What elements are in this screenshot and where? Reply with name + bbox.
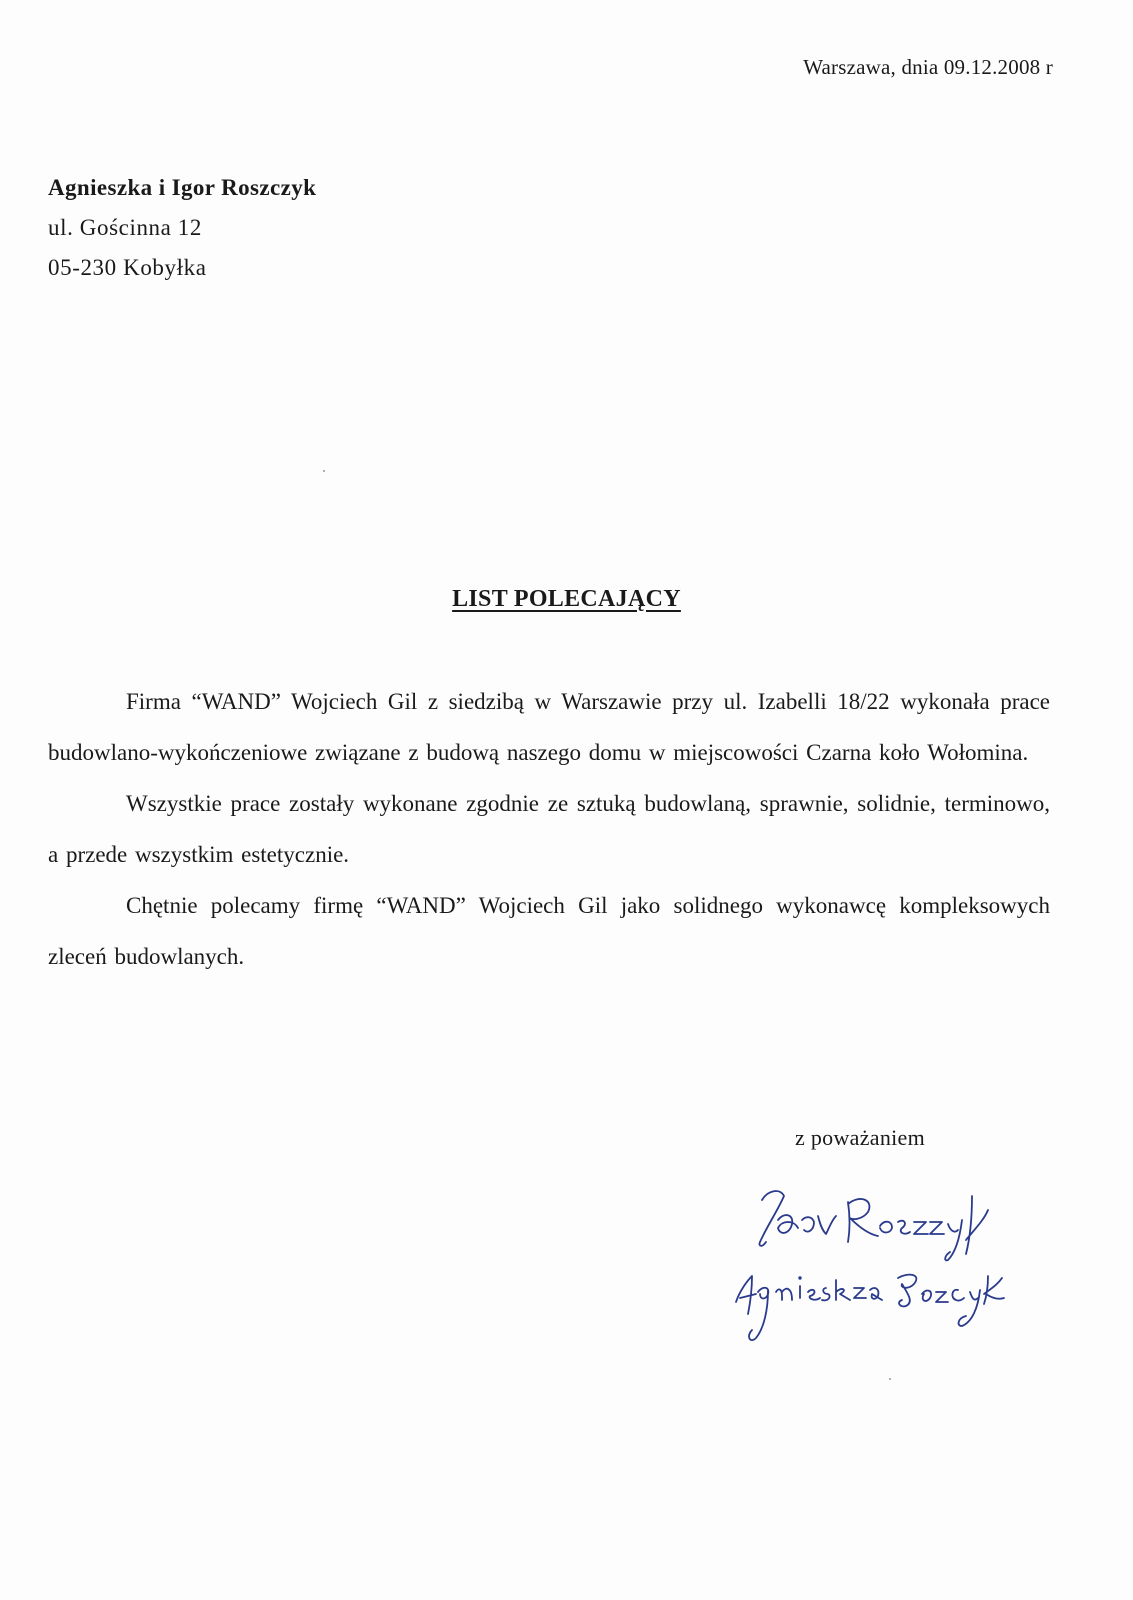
sender-city: 05-230 Kobyłka — [48, 255, 207, 280]
signature-agnieszka — [736, 1275, 1004, 1341]
scan-speck — [323, 470, 325, 472]
document-title: LIST POLECAJĄCY — [452, 586, 681, 612]
sender-block — [48, 168, 316, 288]
signature-igor — [759, 1191, 988, 1260]
sender-name: Agnieszka i Igor Roszczyk — [48, 175, 317, 200]
closing-salutation: z poważaniem — [795, 1125, 926, 1150]
scan-speck — [889, 1378, 891, 1380]
body-paragraph-1: Firma “WAND” Wojciech Gil z siedzibą w Warszawie przy ul. Izabelli 18/22 wykonała prace budowlano-wykończeniowe związane z budową naszego domu w miejscowości Czarna koło Wołomina. — [48, 689, 1050, 765]
letter-body — [48, 676, 1050, 982]
handwritten-signatures — [722, 1180, 1022, 1360]
sender-street: ul. Gościnna 12 — [48, 215, 203, 240]
body-paragraph-2: Wszystkie prace zostały wykonane zgodnie ze sztuką budowlaną, sprawnie, solidnie, terminowo, a przede wszystkim estetycznie. — [48, 791, 1050, 867]
body-paragraph-3: Chętnie polecamy firmę “WAND” Wojciech Gil jako solidnego wykonawcę kompleksowych zleceń budowlanych. — [48, 893, 1050, 969]
date-line: Warszawa, dnia 09.12.2008 r — [803, 55, 1053, 79]
